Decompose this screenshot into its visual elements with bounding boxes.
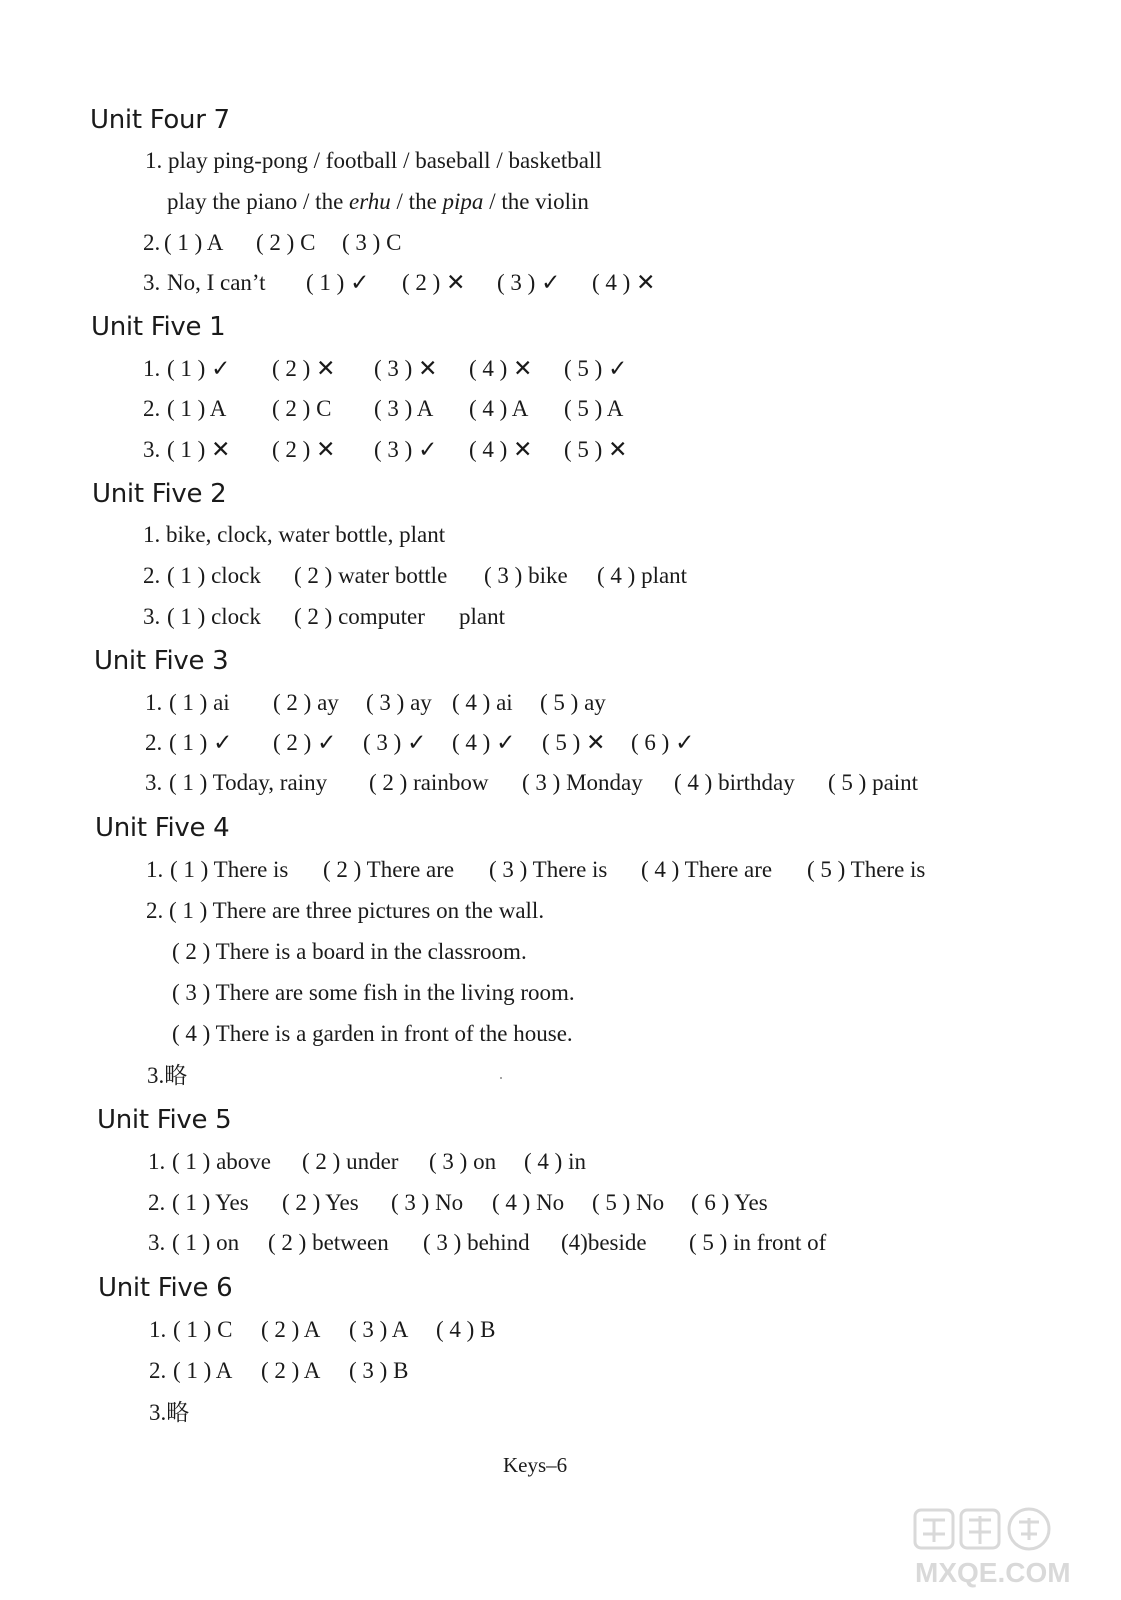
question-number: 2.: [148, 1190, 166, 1215]
answer-item: ( 2 ) rainbow: [369, 770, 489, 795]
answer-item: ( 3 ) There is: [489, 857, 608, 882]
section-title: Unit Five 5: [97, 1105, 232, 1135]
answer-item: ( 3 ) bike: [484, 563, 568, 588]
section-title: Unit Five 3: [94, 646, 229, 676]
answer-line: [167, 187, 589, 217]
answer-text: ( 1 ) There are three pictures on the wall.: [169, 898, 545, 923]
answer-line: [172, 1019, 573, 1049]
answer-item: ( 2 ) There are: [323, 857, 455, 882]
answer-item: ( 4 ) A: [469, 396, 529, 421]
answer-text-italic: pipa: [442, 189, 484, 214]
answer-item: ( 2 ) A: [261, 1358, 321, 1383]
answer-item: ( 6 ) Yes: [691, 1190, 768, 1215]
answer-item: ( 1 ) above: [172, 1149, 271, 1174]
answer-item: ( 5 ) There is: [807, 857, 926, 882]
answer-item: ( 1 ) ✓: [167, 356, 231, 381]
answer-item: ( 3 ) ✓: [374, 437, 438, 462]
answer-item: ( 5 ) ✕: [542, 730, 606, 755]
answer-item: ( 4 ) No: [492, 1190, 565, 1215]
section-title: Unit Five 6: [98, 1273, 233, 1303]
section-title: Unit Four 7: [90, 105, 230, 135]
answer-item: ( 2 ) ✕: [272, 356, 336, 381]
page-number: Keys–6: [503, 1453, 568, 1477]
answer-item: ( 3 ) ay: [366, 690, 432, 715]
answer-line: [143, 520, 445, 550]
answer-item: ( 2 ) C: [256, 230, 316, 255]
answer-item: ( 4 ) ✓: [452, 730, 516, 755]
watermark: [907, 1504, 1107, 1592]
answer-text: / the: [390, 189, 443, 214]
answer-item: No, I can’t: [167, 270, 266, 295]
answer-item: ( 2 ) ay: [273, 690, 339, 715]
answer-item: ( 4 ) ai: [452, 690, 513, 715]
answer-item: ( 4 ) in: [524, 1149, 586, 1174]
answer-item: ( 4 ) ✕: [592, 270, 656, 295]
section-title: Unit Five 1: [91, 312, 226, 342]
answer-item: ( 1 ) A: [167, 396, 227, 421]
answer-item: ( 5 ) A: [564, 396, 624, 421]
question-number: 2.: [145, 730, 163, 755]
question-number: 2.: [143, 396, 161, 421]
answer-item: ( 6 ) ✓: [631, 730, 695, 755]
answer-text: bike, clock, water bottle, plant: [166, 522, 446, 547]
answer-text: play ping-pong / football / baseball / basketball: [168, 148, 602, 173]
answer-item: ( 4 ) There are: [641, 857, 773, 882]
answer-item: ( 2 ) water bottle: [294, 563, 448, 588]
answer-item: ( 1 ) C: [173, 1317, 233, 1342]
question-number: 3.: [145, 770, 163, 795]
section-title: Unit Five 2: [92, 479, 227, 509]
answer-item: ( 1 ) There is: [170, 857, 289, 882]
answer-item: ( 4 ) B: [436, 1317, 496, 1342]
answer-text-italic: erhu: [349, 189, 391, 214]
answer-item: ( 4 ) ✕: [469, 437, 533, 462]
answer-item: ( 3 ) A: [374, 396, 434, 421]
answer-line: [172, 978, 575, 1008]
answer-line: [147, 1061, 187, 1091]
answer-item: ( 1 ) ✓: [306, 270, 370, 295]
answer-item: ( 1 ) A: [173, 1358, 233, 1383]
section-title: Unit Five 4: [95, 813, 230, 843]
answer-item: ( 3 ) No: [391, 1190, 464, 1215]
question-number: 1.: [148, 1149, 166, 1174]
answer-item: ( 1 ) Yes: [172, 1190, 249, 1215]
question-number: 3.: [147, 1063, 165, 1088]
answer-item: ( 2 ) computer: [294, 604, 425, 629]
answer-item: ( 1 ) ai: [169, 690, 230, 715]
answer-item: ( 3 ) A: [349, 1317, 409, 1342]
question-number: 3.: [143, 604, 161, 629]
question-number: 3.: [143, 437, 161, 462]
answer-item: ( 1 ) clock: [167, 604, 261, 629]
answer-item: ( 3 ) ✓: [363, 730, 427, 755]
answer-item: plant: [459, 604, 505, 629]
question-number: 3.: [148, 1230, 166, 1255]
answer-item: ( 5 ) ✓: [564, 356, 628, 381]
answer-item: ( 3 ) C: [342, 230, 402, 255]
answer-item: ( 4 ) plant: [597, 563, 688, 588]
answer-text: ( 2 ) There is a board in the classroom.: [172, 939, 527, 964]
answer-item: ( 5 ) in front of: [689, 1230, 827, 1255]
answer-item: ( 3 ) on: [429, 1149, 497, 1174]
answer-item: (4)beside: [561, 1230, 647, 1255]
answer-stamp-logo-icon: [907, 1504, 1107, 1592]
answer-item: ( 2 ) under: [302, 1149, 399, 1174]
answer-item: ( 3 ) B: [349, 1358, 409, 1383]
answer-item: ( 3 ) ✓: [497, 270, 561, 295]
question-number: 1.: [146, 857, 164, 882]
answer-item: ( 1 ) on: [172, 1230, 240, 1255]
answer-item: ( 2 ) ✕: [272, 437, 336, 462]
answer-item: ( 5 ) ✕: [564, 437, 628, 462]
answer-item: ( 2 ) ✕: [402, 270, 466, 295]
answer-item: ( 2 ) C: [272, 396, 332, 421]
answer-item: ( 3 ) ✕: [374, 356, 438, 381]
answer-item: ( 3 ) behind: [423, 1230, 530, 1255]
question-number: 3.: [143, 270, 161, 295]
answer-item: ( 4 ) birthday: [674, 770, 795, 795]
answer-text: play the piano / the: [167, 189, 350, 214]
answer-text: ( 4 ) There is a garden in front of the house.: [172, 1021, 573, 1046]
answer-line: [145, 146, 602, 176]
answer-text: ( 3 ) There are some fish in the living room.: [172, 980, 575, 1005]
answer-item: ( 5 ) paint: [828, 770, 919, 795]
answer-line: [149, 1398, 189, 1428]
answer-item: ( 1 ) A: [164, 230, 224, 255]
stray-mark: [500, 1077, 502, 1079]
answer-item: ( 1 ) clock: [167, 563, 261, 588]
question-number: 1.: [145, 690, 163, 715]
question-number: 2.: [143, 230, 161, 255]
answer-item: ( 2 ) A: [261, 1317, 321, 1342]
answer-line: [172, 937, 527, 967]
answer-item: ( 5 ) No: [592, 1190, 665, 1215]
question-number: 2.: [149, 1358, 167, 1383]
answer-item: ( 1 ) Today, rainy: [169, 770, 328, 795]
answer-text: / the violin: [483, 189, 589, 214]
question-number: 1.: [149, 1317, 167, 1342]
answer-item: ( 1 ) ✓: [169, 730, 233, 755]
answer-item: ( 5 ) ay: [540, 690, 606, 715]
answer-item: ( 1 ) ✕: [167, 437, 231, 462]
answer-item: ( 4 ) ✕: [469, 356, 533, 381]
question-number: 2.: [143, 563, 161, 588]
answer-item: ( 2 ) ✓: [273, 730, 337, 755]
answer-item: ( 2 ) Yes: [282, 1190, 359, 1215]
question-number: 3.: [149, 1400, 167, 1425]
answer-item: ( 3 ) Monday: [522, 770, 643, 795]
answer-text: 略: [164, 1063, 188, 1088]
question-number: 1.: [143, 356, 161, 381]
question-number: 1.: [143, 522, 161, 547]
answer-text: 略: [166, 1400, 190, 1425]
question-number: 1.: [145, 148, 163, 173]
answer-item: ( 2 ) between: [268, 1230, 389, 1255]
question-number: 2.: [146, 898, 164, 923]
watermark-text: MXQE.COM: [915, 1557, 1071, 1588]
answer-line: [146, 896, 544, 926]
